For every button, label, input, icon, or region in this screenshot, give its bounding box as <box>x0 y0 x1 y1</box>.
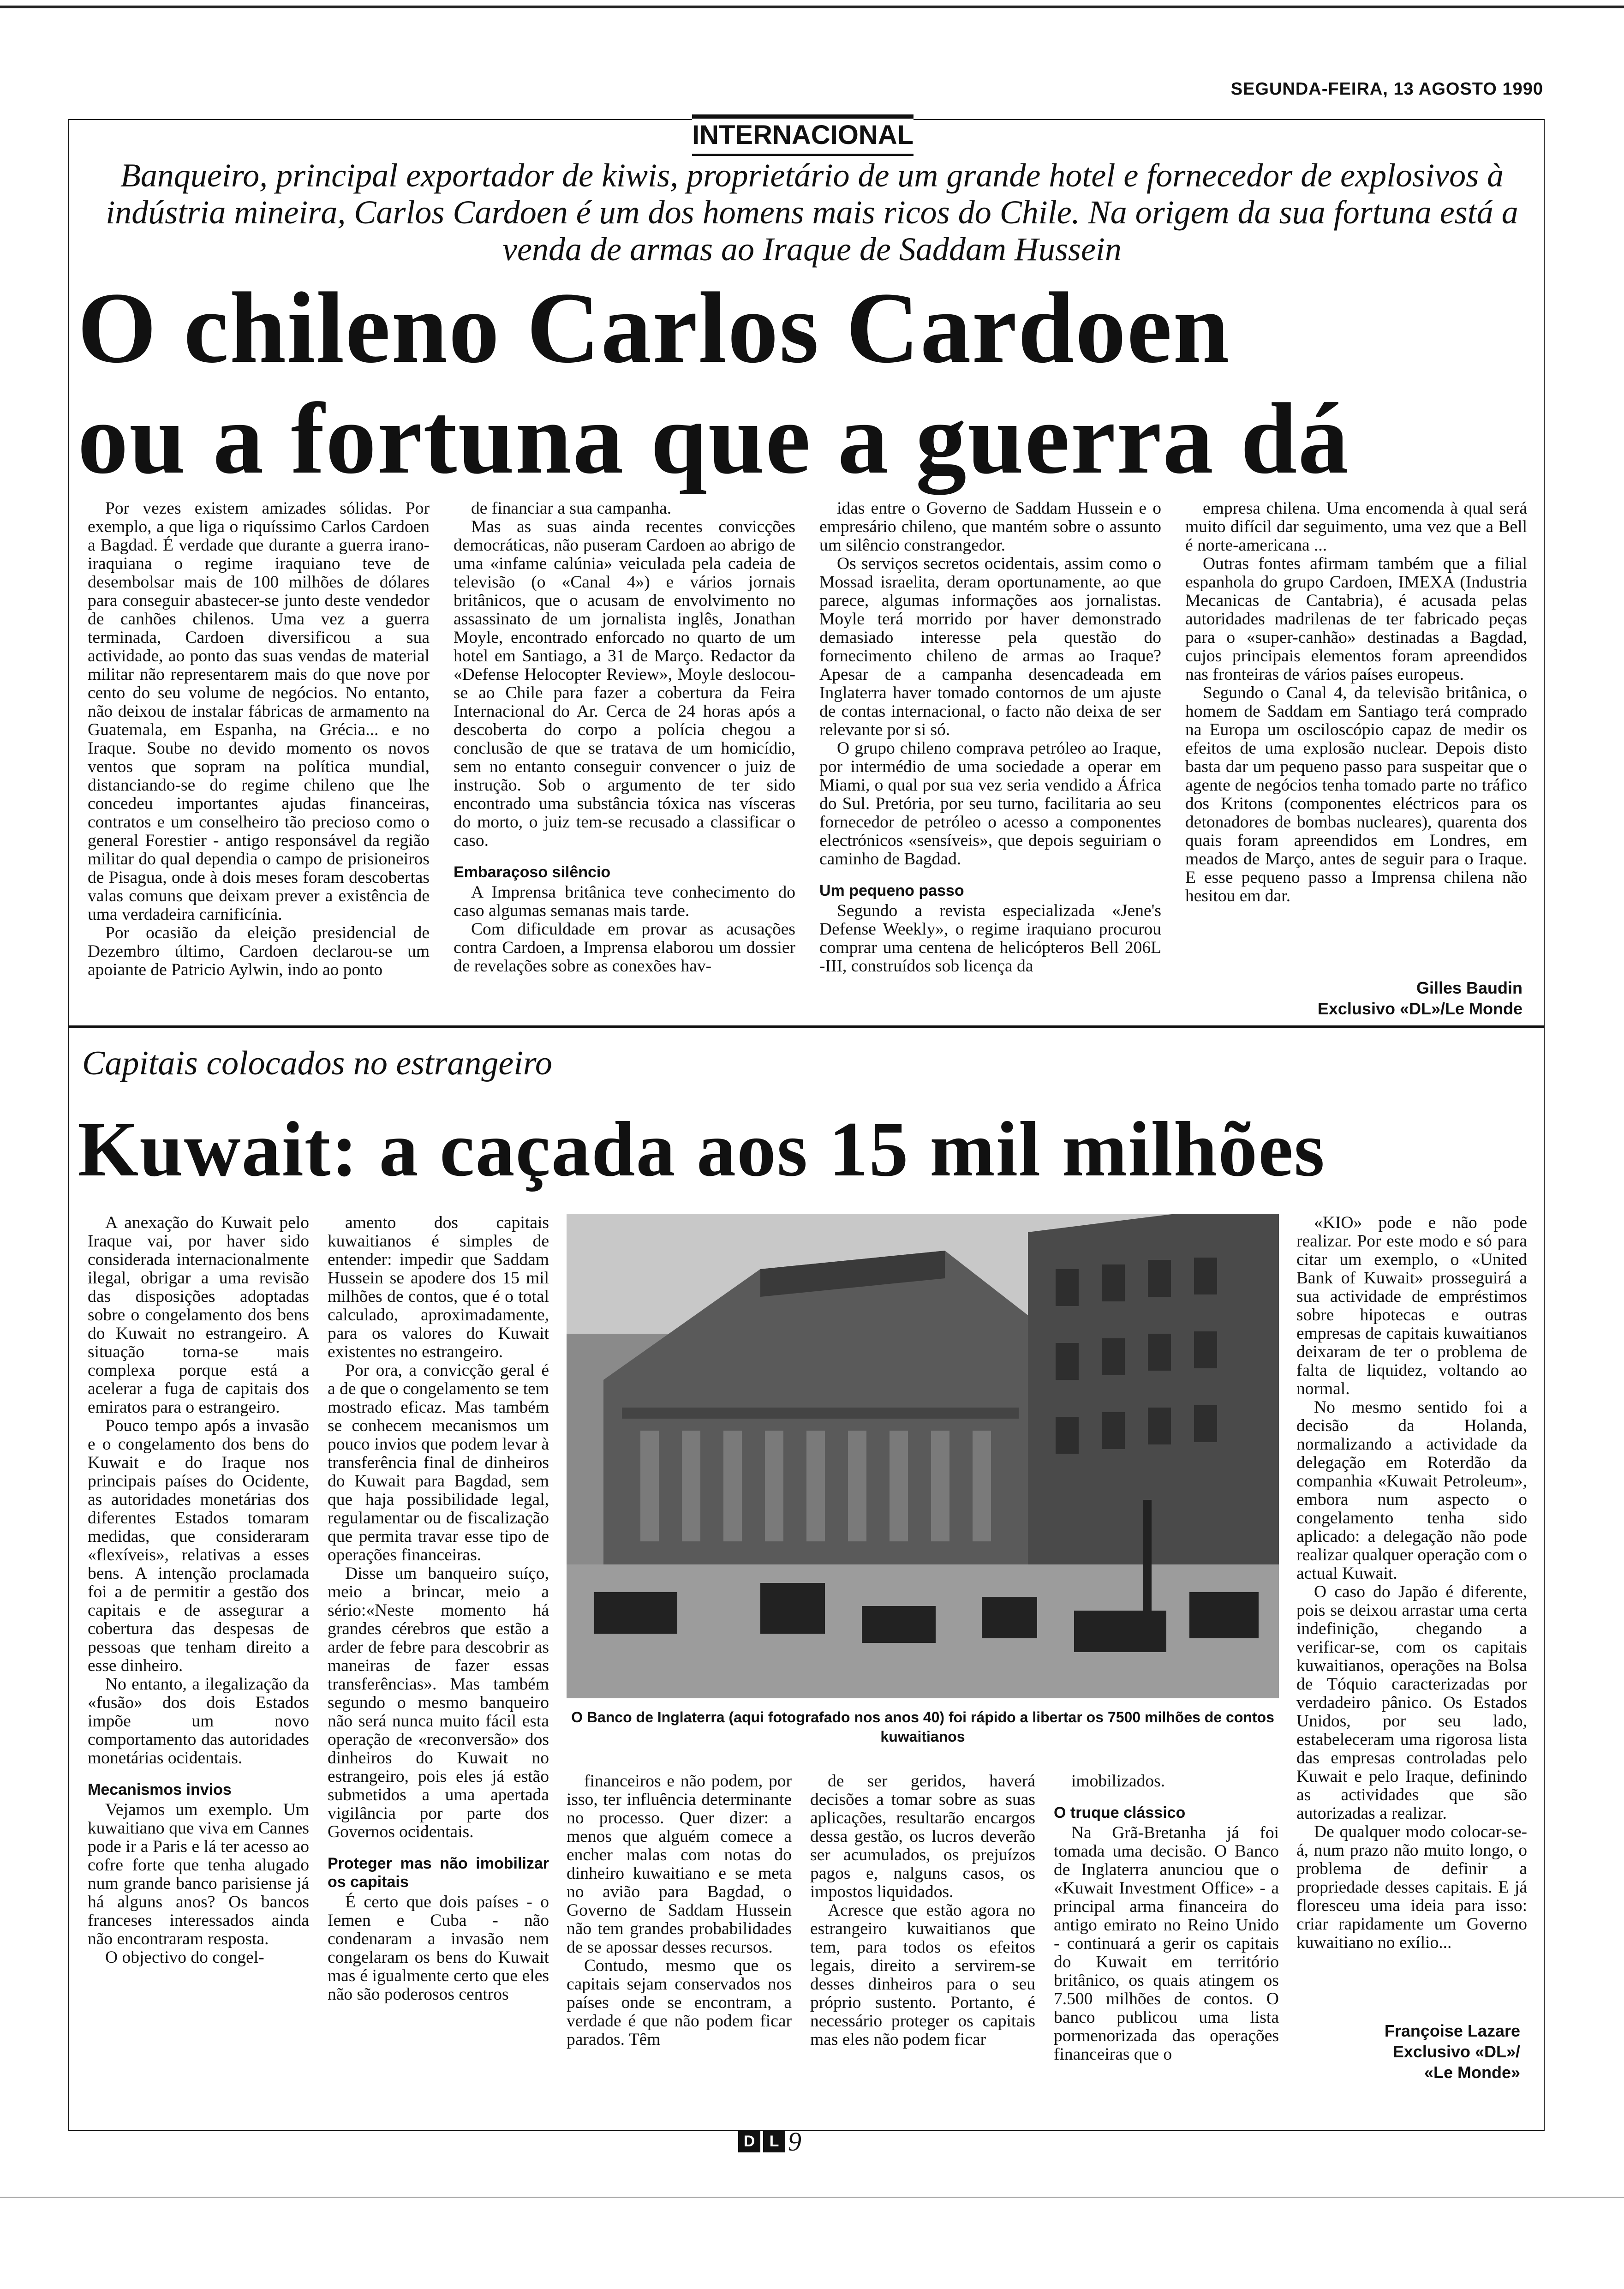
bank-of-england-photo <box>567 1214 1279 1698</box>
newspaper-logo-l: L <box>763 2130 785 2152</box>
page-number: 9 <box>788 2126 801 2157</box>
article1-column-1 <box>88 499 430 1016</box>
subheading: Um pequeno passo <box>819 882 964 899</box>
article2-column-2 <box>328 1214 549 2123</box>
article2-source-line2: «Le Monde» <box>1424 2063 1520 2082</box>
article1-headline <box>78 272 1535 494</box>
headline-line-1: O chileno Carlos Cardoen <box>78 271 1230 384</box>
article-divider <box>68 1025 1545 1028</box>
article2-column-3 <box>567 1772 792 2123</box>
paragraph: de financiar a sua campanha. <box>471 499 672 518</box>
paragraph: de ser geridos, haverá decisões a tomar sobre as suas aplicações, resultarão encargos dessa gestão, os lucros deverão ser acumulados, os prejuízos pagos e, nalguns casos, os impostos liquidados. <box>810 1772 1035 1901</box>
headline-line-2: ou a fortuna que a guerra dá <box>78 382 1350 495</box>
article2-column-6 <box>1296 1214 1527 2007</box>
paragraph: Segundo o Canal 4, da televisão britânica, o homem de Saddam em Santiago terá comprado na Europa um osciloscópio capaz de medir os efeitos de uma explosão nuclear. Depois disto basta dar um pequeno passo para suspeitar que o agente de negócios tenha tomado parte no tráfico dos Kritons (componentes eléctricos para os detonadores de bombas nucleares), quarenta dos quais foram apreendidos em Londres, em meados de Março, antes de seguir para o Iraque. E esse pequeno passo a Imprensa chilena não hesitou em dar. <box>1185 683 1527 905</box>
newspaper-logo-d: D <box>738 2130 760 2152</box>
article1-source: Exclusivo «DL»/Le Monde <box>1317 999 1522 1018</box>
paragraph: Por ora, a convicção geral é a de que o congelamento se tem mostrado eficaz. Mas também se conhecem mecanismos um pouco invios que podem levar à transferência final de dinheiros do Kuwait para Bagdad, sem que haja possibilidade legal, regulamentar ou de fiscalização que permita travar esse tipo de operações financeiras. <box>328 1361 549 1564</box>
paragraph: O caso do Japão é diferente, pois se deixou arrastar uma certa indefinição, chegando a verificar-se, com os capitais kuwaitianos, operações na Bolsa de Tóquio caracterizadas por verdadeiro pânico. Os Estados Unidos, por seu lado, estabeleceram uma rigorosa lista das empresas controladas pelo Kuwait e pelo Iraque, definindo as actividades que são autorizadas a realizar. <box>1296 1582 1527 1823</box>
paragraph: amento dos capitais kuwaitianos é simples de entender: impedir que Saddam Hussein se apodere dos 15 mil milhões de contos, que é o total calculado, aproximadamente, para os valores do Kuwait existentes no estrangeiro. <box>328 1213 549 1361</box>
article1-author: Gilles Baudin <box>1416 978 1522 997</box>
paragraph: Disse um banqueiro suíço, meio a brincar, meio a sério:«Neste momento há grandes cérebros que estão a arder de febre para descobrir as maneiras de fazer essas transferências». Mas também segundo o mesmo banqueiro não será nunca muito fácil esta operação de «reconversão» dos dinheiros do Kuwait no estrangeiro, pois eles já estão submetidos a uma apertada vigilância por parte dos Governos ocidentais. <box>328 1564 549 1841</box>
article2-center-body <box>567 1772 1279 2123</box>
paragraph: No mesmo sentido foi a decisão da Holanda, normalizando a actividade da delegação em Roterdão da companhia «Kuwait Petroleum», embora num aspecto o congelamento tenha sido aplicado: a delegação não pode realizar qualquer operação com o actual Kuwait. <box>1296 1398 1527 1583</box>
bottom-rule <box>0 2197 1624 2198</box>
paragraph: financeiros e não podem, por isso, ter influência determinante no processo. Quer dizer: a menos que alguém comece a encher malas com notas do dinheiro kuwaitiano e se meta no avião para Bagdad, o Governo de Saddam Hussein não tem grandes probabilidades de se apossar desses recursos. <box>567 1772 792 1957</box>
paragraph: empresa chilena. Uma encomenda à qual será muito difícil dar seguimento, uma vez que a Bell é norte-americana ... <box>1185 499 1527 555</box>
paragraph: «KIO» pode e não pode realizar. Por este modo e só para citar um exemplo, o «United Bank of Kuwait» prosseguirá a sua actividade de empréstimos sobre hipotecas e outras empresas de capitais kuwaitianos deixaram de ter o problema de falta de liquidez, voltando ao normal. <box>1296 1213 1527 1398</box>
paragraph: A anexação do Kuwait pelo Iraque vai, por haver sido considerada internacionalmente ilegal, obrigar a uma revisão das disposições adoptadas sobre o congelamento dos bens do Kuwait no estrangeiro. A situação torna-se mais complexa porque está a acelerar a fuga de capitais dos emiratos para o estrangeiro. <box>88 1213 309 1417</box>
paragraph: De qualquer modo colocar-se-á, num prazo não muito longo, o problema de definir a propriedade desses capitais. E já floresceu uma ideia para isso: criar rapidamente um Governo kuwaitiano no exílio... <box>1296 1822 1527 1952</box>
article2-column-5 <box>1054 1772 1279 2123</box>
article2-headline: Kuwait: a caçada aos 15 mil milhões <box>78 1106 1325 1192</box>
paragraph: Na Grã-Bretanha já foi tomada uma decisão. O Banco de Inglaterra anunciou que o «Kuwait Investment Office» - a principal arma financeira do antigo emirato no Reino Unido - continuará a gerir os capitais do Kuwait em território britânico, os quais atingem os 7.500 milhões de contos. O banco publicou uma lista pormenorizada das operações financeiras que o <box>1054 1823 1279 2064</box>
article2-column-4 <box>810 1772 1035 2123</box>
subheading: Embaraçoso silêncio <box>454 863 611 881</box>
paragraph: Vejamos um exemplo. Um kuwaitiano que viva em Cannes pode ir a Paris e lá ter acesso ao cofre forte que tenha alugado num grande banco parisiense já há alguns anos? Os bancos franceses interessados ainda não encontraram resposta. <box>88 1800 309 1948</box>
paragraph: Com dificuldade em provar as acusações contra Cardoen, a Imprensa elaborou um dossier de revelações sobre as conexões hav- <box>454 920 795 976</box>
frame-bottom-rule <box>68 2130 1545 2131</box>
paragraph: Mas as suas ainda recentes convicções democráticas, não puseram Cardoen ao abrigo de uma «infame calúnia» veiculada pela cadeia de televisão (o «Canal 4») e vários jornais britânicos, que o acusam de envolvimento no assassinato de um jornalista inglês, Jonathan Moyle, encontrado enforcado no quarto de um hotel em Santiago, a 31 de Março. Redactor da «Defense Helocopter Review», Moyle deslocou-se ao Chile para fazer a cobertura da Feira Internacional do Ar. Cerca de 24 horas após a descoberta do corpo a polícia chegou a conclusão de que se tratava de um homicídio, sem no entanto conseguir convencer o juiz de instrução. Sob o argumento de ter sido encontrado uma substância tóxica nas vísceras do morto, o juiz tem-se recusado a classificar o caso. <box>454 517 795 850</box>
article2-left-body <box>88 1214 549 2123</box>
article1-lead: Banqueiro, principal exportador de kiwis, proprietário de um grande hotel e fornecedor de explosivos à indústria mineira, Carlos Cardoen é um dos homens mais ricos do Chile. Na origem da sua fortuna está a venda de armas ao Iraque de Saddam Hussein <box>106 157 1518 268</box>
paragraph: Os serviços secretos ocidentais, assim como o Mossad israelita, deram oportunamente, ao que parece, algumas informações aos jornalistas. Moyle terá morrido por haver demonstrado demasiado interesse pela questão do fornecimento chileno de armas ao Iraque? Apesar de a campanha desencadeada em Inglaterra haver tomado contornos de um ajuste de contas internacional, o facto não deixa de ser relevante por si só. <box>819 554 1161 739</box>
paragraph: Segundo a revista especializada «Jene's Defense Weekly», o regime iraquiano procurou comprar uma centena de helicópteros Bell 206L -III, construídos sob licença da <box>819 901 1161 976</box>
subheading: Mecanismos invios <box>88 1781 232 1798</box>
paragraph: idas entre o Governo de Saddam Hussein e o empresário chileno, que mantém sobre o assunto um silêncio constrangedor. <box>819 499 1161 555</box>
article1-column-2 <box>454 499 795 1016</box>
paragraph: Acresce que estão agora no estrangeiro kuwaitianos que tem, para todos os efeitos legais, direito a servirem-se desses dinheiros para o seu próprio sustento. Portanto, é necessário proteger os capitais mas eles não podem ficar <box>810 1901 1035 2049</box>
frame-left-rule <box>68 119 69 2131</box>
top-rule <box>0 6 1624 8</box>
article2-kicker: Capitais colocados no estrangeiro <box>82 1044 552 1082</box>
paragraph: O grupo chileno comprava petróleo ao Iraque, por intermédio de uma sociedade a operar em Miami, o qual por sua vez seria vendido a África do Sul. Pretória, por seu turno, facilitaria ao seu fornecedor de petróleo o acesso a componentes electrónicos «sensíveis», que depois seguiriam o caminho de Bagdad. <box>819 739 1161 869</box>
frame-right-rule <box>1544 119 1545 2131</box>
article2-author: Françoise Lazare <box>1384 2021 1520 2040</box>
article1-body <box>88 499 1527 1016</box>
paragraph: Outras fontes afirmam também que a filial espanhola do grupo Cardoen, IMEXA (Industria Mecanicas de Cantabria), é acusada pelas autoridades madrilenas de ter fabricado peças para o «super-canhão» destinadas a Bagdad, cujos principais elementos foram apreendidos nas fronteiras de vários países europeus. <box>1185 554 1527 684</box>
subheading: Proteger mas não imobilizar os capitais <box>328 1855 549 1891</box>
paragraph: imobilizados. <box>1071 1772 1165 1791</box>
issue-date: SEGUNDA-FEIRA, 13 AGOSTO 1990 <box>1230 79 1543 99</box>
section-label: INTERNACIONAL <box>692 114 914 156</box>
article2-right-body <box>1296 1214 1527 2007</box>
paragraph: É certo que dois países - o Iemen e Cuba - não condenaram a invasão nem congelaram os bens do Kuwait mas é igualmente certo que eles não são poderosos centros <box>328 1893 549 2004</box>
paragraph: Pouco tempo após a invasão e o congelamento dos bens do Kuwait e do Iraque nos principais países do Ocidente, as autoridades monetárias dos diferentes Estados tomaram medidas, que consideraram «flexíveis», relativas a esses bens. A intenção proclamada foi a de permitir a gestão dos capitais e de assegurar a cobertura das despesas de pessoas que tenham direito a esse dinheiro. <box>88 1416 309 1675</box>
article1-column-3 <box>819 499 1161 1016</box>
subheading: O truque clássico <box>1054 1804 1186 1822</box>
paragraph: A Imprensa britânica teve conhecimento do caso algumas semanas mais tarde. <box>454 883 795 920</box>
paragraph: No entanto, a ilegalização da «fusão» dos dois Estados impõe um novo comportamento das autoridades monetárias ocidentais. <box>88 1675 309 1768</box>
article2-source-line1: Exclusivo «DL»/ <box>1392 2042 1520 2061</box>
photo-caption: O Banco de Inglaterra (aqui fotografado nos anos 40) foi rápido a libertar os 7500 milhões de contos kuwaitianos <box>571 1709 1274 1745</box>
paragraph: O objectivo do congel- <box>105 1948 264 1967</box>
page-footer <box>738 2127 801 2155</box>
paragraph: Por ocasião da eleição presidencial de Dezembro último, Cardoen declarou-se um apoiante de Patricio Aylwin, indo ao ponto <box>88 923 430 979</box>
article1-column-4 <box>1185 499 1527 1016</box>
paragraph: Contudo, mesmo que os capitais sejam conservados nos países onde se encontram, a verdade é que não podem ficar parados. Têm <box>567 1956 792 2049</box>
article2-column-1 <box>88 1214 309 2123</box>
paragraph: Por vezes existem amizades sólidas. Por exemplo, a que liga o riquíssimo Carlos Cardoen a Bagdad. É verdade que durante a guerra irano-iraquiana o regime iraquiano teve de desembolsar mais de 100 milhões de dólares para conseguir abastecer-se junto deste vendedor de canhões chilenos. Uma vez a guerra terminada, Cardoen diversificou a sua actividade, ao ponto das suas vendas de material militar não representarem mais do que nove por cento do seu volume de negócios. No entanto, não deixou de instalar fábricas de armamento na Guatemala, em Espanha, na Grécia... e no Iraque. Soube no devido momento os novos ventos que sopram na política mundial, distanciando-se do regime chileno que lhe concedeu importantes ajudas financeiras, contratos e um conselheiro tão precioso como o general Forestier - antigo responsável da região militar do qual dependia o campo de prisioneiros de Pisagua, onde à dois meses foram descobertas valas comuns que deixam prever a existência de uma verdadeira carnificínia. <box>88 499 430 924</box>
